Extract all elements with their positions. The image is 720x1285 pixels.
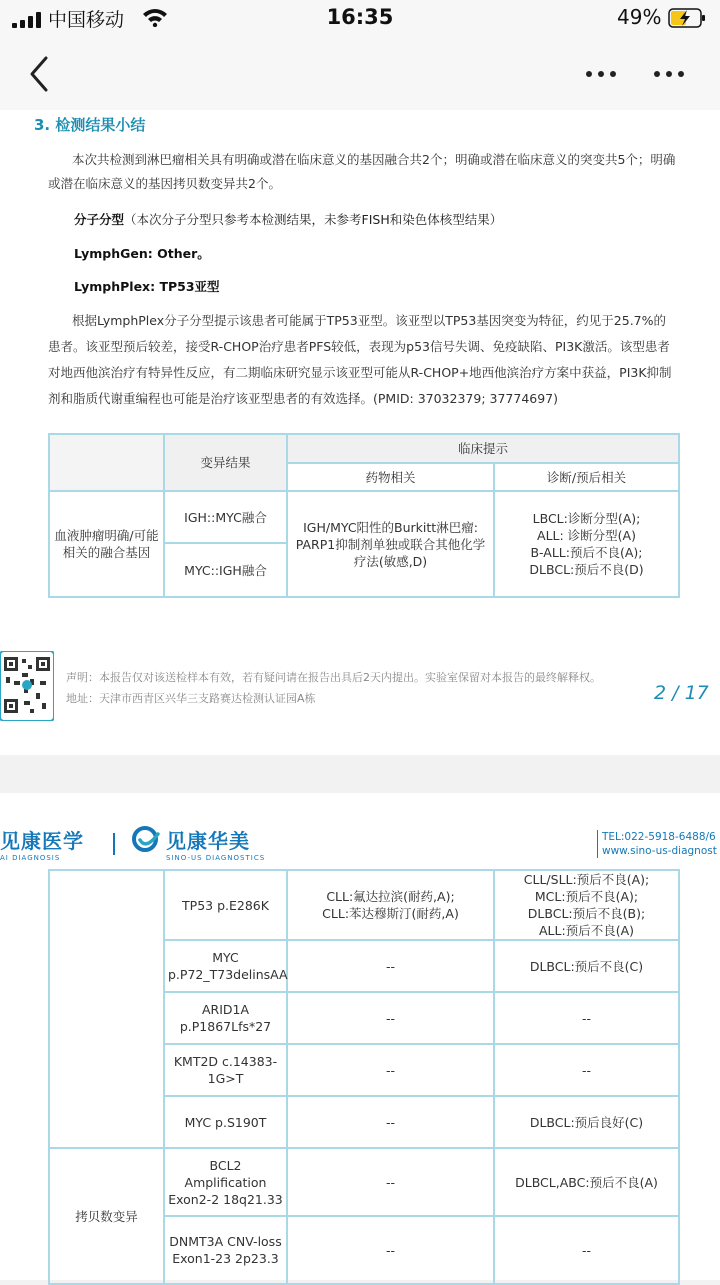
header-diagnosis: 诊断/预后相关 [494, 463, 679, 491]
header-drug: 药物相关 [287, 463, 494, 491]
molecular-typing-note: （本次分子分型只参考本检测结果，未参考FISH和染色体核型结果） [124, 212, 503, 227]
variant-cell: MYC::IGH融合 [164, 543, 287, 597]
logo-divider [113, 833, 115, 855]
website: www.sino-us-diagnost [602, 845, 717, 857]
diagnosis-cell: LBCL:诊断分型(A); ALL: 诊断分型(A) B-ALL:预后不良(A); DLBCL:预后不良(D) [494, 491, 679, 597]
diagnosis-cell: -- [494, 992, 679, 1044]
sino-us-logo: 见康华美 SINO-US DIAGNOSTICS [166, 829, 266, 862]
cnv-category-cell: 拷贝数变异 [49, 1148, 164, 1284]
report-page-3 [0, 793, 720, 1280]
carrier-name: 中国移动 [48, 9, 125, 31]
diagnosis-cell: DLBCL:预后不良(C) [494, 940, 679, 992]
header-clinical: 临床提示 [287, 434, 679, 463]
menu-button[interactable] [644, 62, 694, 86]
sino-us-logo-icon [132, 826, 162, 852]
header-blank-cell [49, 434, 164, 491]
footer-address: 地址：天津市西青区兴华三支路赛达检测认证园A栋 [66, 692, 316, 705]
drug-cell: -- [287, 1216, 494, 1284]
diagnosis-cell: -- [494, 1044, 679, 1096]
battery-charging-icon [668, 8, 706, 28]
page-number: 2 / 17 [654, 682, 709, 704]
summary-paragraph: 本次共检测到淋巴瘤相关具有明确或潜在临床意义的基因融合共2个；明确或潜在临床意义的突变共5个；明确或潜在临床意义的基因拷贝数变异共2个。 [48, 152, 676, 191]
variant-cell: IGH::MYC融合 [164, 491, 287, 543]
drug-cell: -- [287, 1044, 494, 1096]
analysis-paragraph: 根据LymphPlex分子分型提示该患者可能属于TP53亚型。该亚型以TP53基因突变为特征，约见于25.7%的患者。该亚型预后较差，接受R-CHOP治疗患者PFS较低，表现为p53信号失调、免疫缺陷、PI3K激活。该型患者对地西他滨治疗有特异性反应，有二期临床研究显示该亚型可能从R-CHOP+地西他滨治疗方案中获益，PI3K抑制剂和脂质代谢重编程也可能是治疗该亚型患者的有效选择。(PMID: 37032379; 37774697) [48, 313, 672, 406]
footer-statement: 声明：本报告仅对该送检样本有效，若有疑问请在报告出具后2天内提出。实验室保留对本报告的最终解释权。 [66, 671, 601, 684]
variant-cell: DNMT3A CNV-loss Exon1-23 2p23.3 [164, 1216, 287, 1284]
drug-cell: -- [287, 1096, 494, 1148]
mutation-table [48, 869, 680, 1285]
molecular-typing-line [74, 210, 502, 228]
header-variant: 变异结果 [164, 434, 287, 491]
drug-cell: -- [287, 1148, 494, 1216]
ai-diagnosis-logo: 见康医学 AI DIAGNOSIS [0, 829, 84, 862]
drug-cell: -- [287, 940, 494, 992]
variant-cell: ARID1A p.P1867Lfs*27 [164, 992, 287, 1044]
molecular-typing-label: 分子分型 [74, 212, 125, 227]
diagnosis-cell: CLL/SLL:预后不良(A); MCL:预后不良(A); DLBCL:预后不良(B); ALL:预后不良(A) [494, 870, 679, 940]
clock: 16:35 [326, 5, 394, 29]
qr-code [0, 651, 54, 721]
contact-info [597, 830, 717, 858]
diagnosis-cell: DLBCL:预后良好(C) [494, 1096, 679, 1148]
battery-percentage: 49% [617, 5, 662, 29]
report-page-2 [0, 110, 720, 755]
diagnosis-cell: DLBCL,ABC:预后不良(A) [494, 1148, 679, 1216]
drug-cell: -- [287, 992, 494, 1044]
variant-cell: MYC p.P72_T73delinsAA [164, 940, 287, 992]
fusion-gene-table [48, 433, 680, 598]
diagnosis-cell: -- [494, 1216, 679, 1284]
status-bar [0, 0, 720, 38]
variant-cell: MYC p.S190T [164, 1096, 287, 1148]
section-title: 3. 检测结果小结 [34, 116, 146, 134]
telephone: TEL:022-5918-6488/6 [602, 831, 716, 843]
drug-cell: IGH/MYC阳性的Burkitt淋巴瘤: PARP1抑制剂单独或联合其他化学疗法(敏感,D) [287, 491, 494, 597]
drug-cell: CLL:氟达拉滨(耐药,A); CLL:苯达穆斯汀(耐药,A) [287, 870, 494, 940]
category-cell: 血液肿瘤明确/可能相关的融合基因 [49, 491, 164, 597]
back-button[interactable] [22, 54, 58, 94]
variant-cell: TP53 p.E286K [164, 870, 287, 940]
category-cell [49, 870, 164, 1148]
lymphplex-result: LymphPlex: TP53亚型 [74, 279, 220, 294]
more-options-button[interactable] [576, 62, 626, 86]
navigation-bar [0, 38, 720, 110]
variant-cell: KMT2D c.14383-1G>T [164, 1044, 287, 1096]
lymphgen-result: LymphGen: Other。 [74, 246, 210, 261]
variant-cell: BCL2 Amplification Exon2-2 18q21.33 [164, 1148, 287, 1216]
